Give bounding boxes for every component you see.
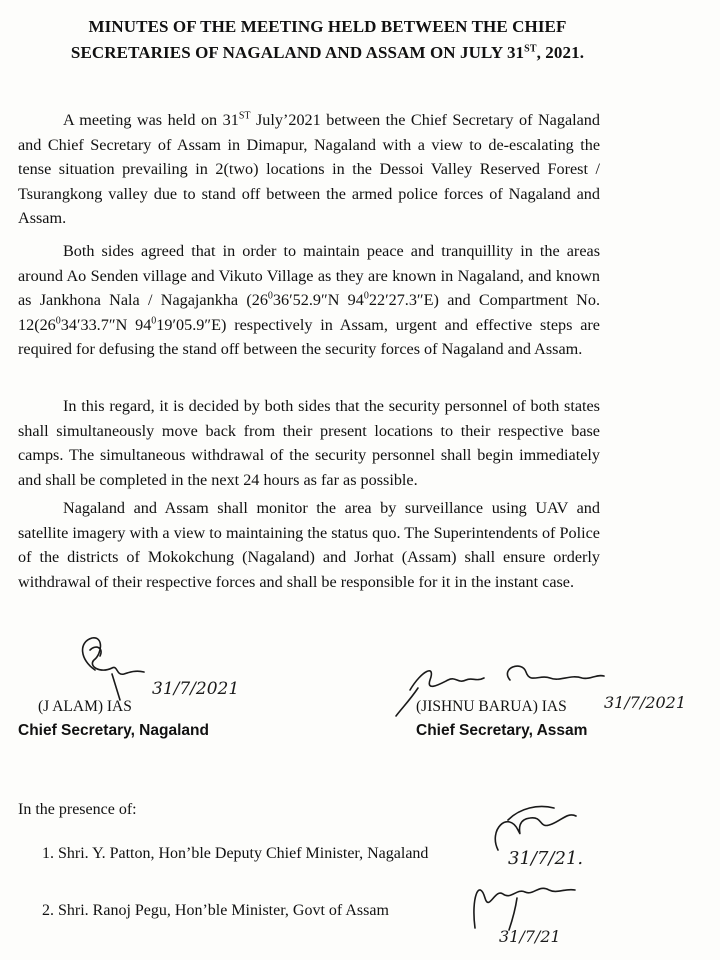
- title-line-2: [20, 40, 635, 66]
- p2-sup-2: 0: [363, 290, 369, 302]
- signatory-left-name: (J ALAM) IAS: [38, 698, 132, 715]
- title-line-2-end: , 2021.: [536, 43, 585, 62]
- signature-left-date: 31/7/2021: [152, 679, 240, 699]
- p1-sup: ST: [238, 110, 251, 122]
- p2-text-d: 34′33.7″N 94: [60, 315, 152, 334]
- signatory-right-name: (JISHNU BARUA) IAS: [416, 698, 567, 715]
- signature-right-date: 31/7/2021: [604, 693, 687, 712]
- presence-item-2-signature: [465, 868, 585, 948]
- presence-item-1: 1. Shri. Y. Patton, Hon’ble Deputy Chief Minister, Nagaland: [42, 845, 429, 862]
- presence-item-2-date: 31/7/21: [499, 927, 561, 946]
- signatory-left-title: Chief Secretary, Nagaland: [18, 722, 209, 739]
- title-superscript: ST: [524, 43, 537, 55]
- paragraph-meeting: [18, 108, 600, 231]
- presence-item-2: 2. Shri. Ranoj Pegu, Hon’ble Minister, Govt of Assam: [42, 902, 389, 919]
- signature-block-left: [0, 630, 330, 745]
- p2-text-e: 19′05.9″E) respectively in Assam, urgent and effective steps are required for defusing the stand off between the security forces of Nagaland and Assam.: [18, 315, 600, 359]
- p1-text-b: July’2021 between the Chief Secretary of Nagaland and Chief Secretary of Assam in Dimapur, Nagaland with a view to de-escalating the tense situation prevailing in 2(two) locations in the Dessoi Valley Reserved Forest / Tsurangkong valley due to stand off between the armed police forces of Nagaland and Assam.: [18, 111, 600, 228]
- paragraph-agreement: [18, 239, 600, 362]
- p2-text-b: 36′52.9″N 94: [272, 291, 364, 310]
- presence-heading: In the presence of:: [18, 801, 137, 818]
- p2-text-c: 22′27.3″E) and Compartment No. 12(26: [18, 291, 600, 334]
- title-line-1: MINUTES OF THE MEETING HELD BETWEEN THE CHIEF: [88, 17, 567, 36]
- title-line-2-text: SECRETARIES OF NAGALAND AND ASSAM ON JULY 31: [70, 43, 525, 62]
- paragraph-monitoring: Nagaland and Assam shall monitor the area by surveillance using UAV and satellite imagery with a view to maintaining the status quo. The Superintendents of Police of the districts of Mokokchung (Nagaland) and Jorhat (Assam) shall ensure orderly withdrawal of their respective forces and shall be responsible for it in the instant case.: [18, 499, 600, 591]
- signatory-right-title: Chief Secretary, Assam: [416, 722, 588, 739]
- p2-sup-3: 0: [55, 315, 61, 327]
- p2-sup-4: 0: [151, 315, 157, 327]
- p2-sup-1: 0: [267, 290, 273, 302]
- signature-block-right: [330, 650, 687, 745]
- paragraph-decision: In this regard, it is decided by both sides that the security personnel of both states shall simultaneously move back from their present locations to their respective base camps. The simultaneous withdrawal of the security personnel shall begin immediately and shall be completed in the next 24 hours as far as possible.: [18, 397, 600, 489]
- presence-item-1-date: 31/7/21.: [508, 848, 584, 869]
- document-title: [20, 14, 635, 66]
- p2-text-a: Both sides agreed that in order to maintain peace and tranquillity in the areas around Ao Senden village and Vikuto Village as they are known in Nagaland, and known as Jankhona Nala / Nagajankha (26: [18, 242, 600, 310]
- p1-text-a: A meeting was held on 31: [63, 111, 239, 129]
